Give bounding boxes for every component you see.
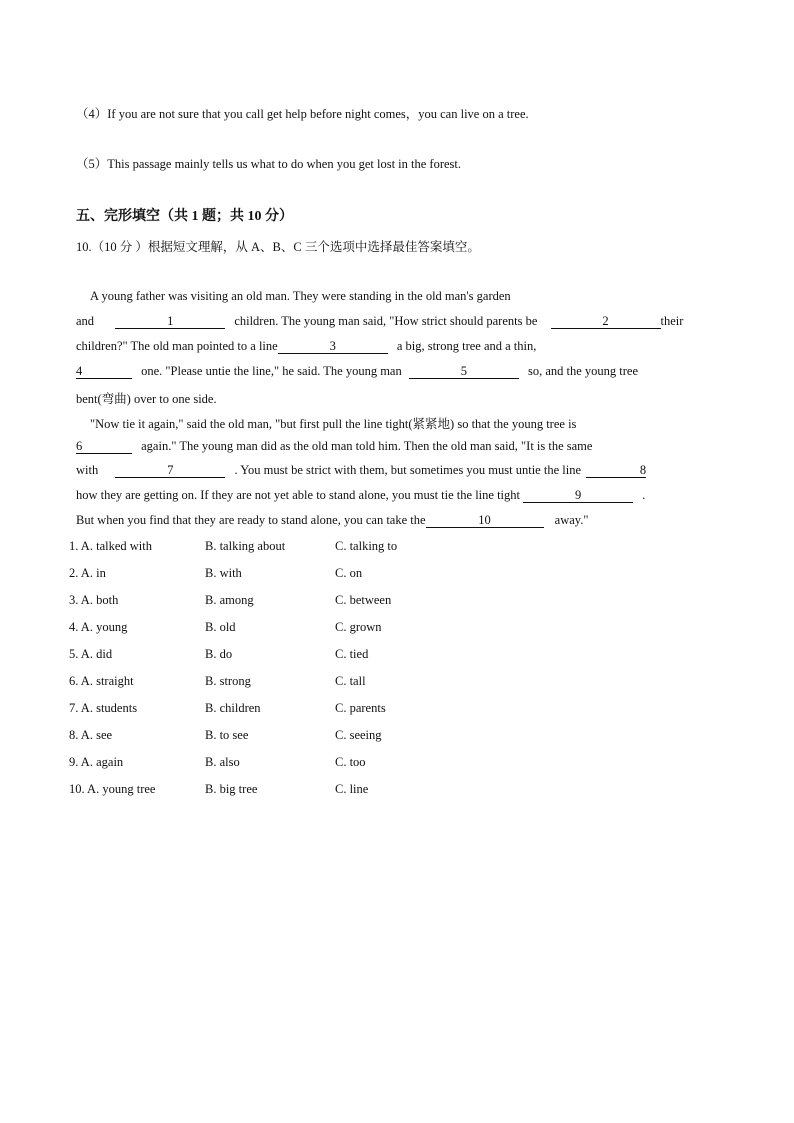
blank-2[interactable]: 2 bbox=[551, 314, 661, 329]
option-b[interactable]: B. strong bbox=[205, 674, 251, 688]
option-b[interactable]: B. children bbox=[205, 701, 261, 715]
option-a[interactable]: 2. A. in bbox=[69, 566, 106, 580]
passage-line: bent(弯曲) over to one side. bbox=[76, 392, 217, 406]
option-b[interactable]: B. talking about bbox=[205, 539, 286, 553]
blank-4[interactable]: 4 bbox=[76, 364, 132, 379]
option-c[interactable]: C. grown bbox=[335, 620, 382, 634]
passage-text: one. "Please untie the line," he said. The young man bbox=[141, 364, 402, 378]
passage-text: . You must be strict with them, but sometimes you must untie the line bbox=[234, 463, 581, 477]
option-c[interactable]: C. between bbox=[335, 593, 392, 607]
section-instruction: 10.（10 分 ）根据短文理解，从 A、B、C 三个选项中选择最佳答案填空。 bbox=[76, 240, 480, 254]
option-a[interactable]: 8. A. see bbox=[69, 728, 113, 742]
option-c[interactable]: C. seeing bbox=[335, 728, 382, 742]
statement-4: （4）If you are not sure that you call get help before night comes，you can live on a tree. bbox=[76, 107, 529, 121]
option-b[interactable]: B. among bbox=[205, 593, 254, 607]
passage-line bbox=[76, 439, 592, 454]
option-a[interactable]: 9. A. again bbox=[69, 755, 124, 769]
option-b[interactable]: B. do bbox=[205, 647, 233, 661]
passage-text: away." bbox=[554, 513, 589, 527]
passage-text: their bbox=[660, 314, 684, 328]
option-b[interactable]: B. old bbox=[205, 620, 236, 634]
section-title: 五、完形填空（共 1 题；共 10 分） bbox=[76, 209, 293, 224]
option-b[interactable]: B. with bbox=[205, 566, 242, 580]
passage-text: again." The young man did as the old man told him. Then the old man said, "It is the same bbox=[141, 439, 593, 453]
option-c[interactable]: C. tied bbox=[335, 647, 369, 661]
option-a[interactable]: 3. A. both bbox=[69, 593, 119, 607]
option-a[interactable]: 5. A. did bbox=[69, 647, 113, 661]
option-a[interactable]: 7. A. students bbox=[69, 701, 138, 715]
option-c[interactable]: C. talking to bbox=[335, 539, 398, 553]
option-b[interactable]: B. to see bbox=[205, 728, 249, 742]
blank-9[interactable]: 9 bbox=[523, 488, 633, 503]
option-c[interactable]: C. tall bbox=[335, 674, 366, 688]
option-a[interactable]: 1. A. talked with bbox=[69, 539, 152, 553]
passage-text: . bbox=[642, 488, 646, 502]
passage-text: so, and the young tree bbox=[527, 364, 639, 378]
passage-line: "Now tie it again," said the old man, "but first pull the line tight(紧紧地) so that the young tree is bbox=[90, 417, 577, 431]
passage-line bbox=[76, 513, 588, 528]
passage-text: how they are getting on. If they are not yet able to stand alone, you must tie the line tight bbox=[76, 488, 520, 502]
blank-10[interactable]: 10 bbox=[426, 513, 544, 528]
passage-text: But when you find that they are ready to stand alone, you can take the bbox=[76, 513, 426, 527]
option-a[interactable]: 4. A. young bbox=[69, 620, 128, 634]
blank-3[interactable]: 3 bbox=[278, 339, 388, 354]
passage-line bbox=[76, 314, 683, 329]
option-a[interactable]: 10. A. young tree bbox=[69, 782, 156, 796]
blank-7[interactable]: 7 bbox=[115, 463, 225, 478]
option-c[interactable]: C. too bbox=[335, 755, 366, 769]
passage-line bbox=[76, 488, 645, 503]
passage-line bbox=[76, 339, 536, 354]
blank-5[interactable]: 5 bbox=[409, 364, 519, 379]
passage-text: a big, strong tree and a thin, bbox=[396, 339, 537, 353]
option-c[interactable]: C. on bbox=[335, 566, 363, 580]
passage-line bbox=[76, 364, 638, 379]
option-c[interactable]: C. line bbox=[335, 782, 369, 796]
passage-text: with bbox=[76, 463, 99, 477]
statement-5: （5）This passage mainly tells us what to do when you get lost in the forest. bbox=[76, 157, 462, 171]
passage-line: A young father was visiting an old man. They were standing in the old man's garden bbox=[90, 289, 511, 303]
option-c[interactable]: C. parents bbox=[335, 701, 386, 715]
option-b[interactable]: B. also bbox=[205, 755, 240, 769]
blank-8[interactable]: 8 bbox=[586, 463, 646, 478]
passage-line bbox=[76, 463, 646, 478]
option-b[interactable]: B. big tree bbox=[205, 782, 258, 796]
passage-text: and bbox=[76, 314, 95, 328]
blank-1[interactable]: 1 bbox=[115, 314, 225, 329]
passage-text: children?" The old man pointed to a line bbox=[76, 339, 278, 353]
blank-6[interactable]: 6 bbox=[76, 439, 132, 454]
passage-text: children. The young man said, "How strict should parents be bbox=[234, 314, 538, 328]
option-a[interactable]: 6. A. straight bbox=[69, 674, 134, 688]
